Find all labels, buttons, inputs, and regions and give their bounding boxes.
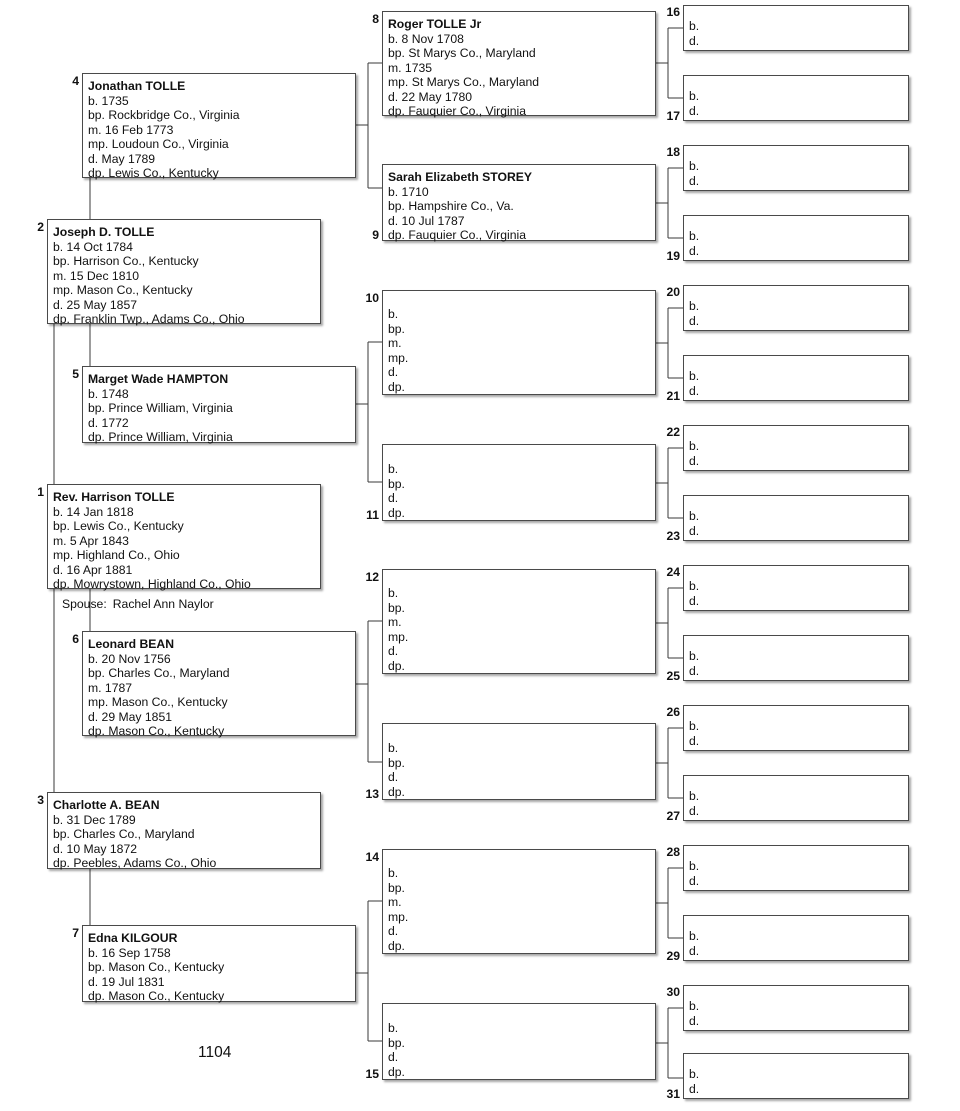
person-number-9: 9 [372, 228, 379, 242]
person-box-4 [82, 73, 356, 178]
person-fact: m. 16 Feb 1773 [88, 122, 174, 137]
person-number-16: 16 [666, 5, 680, 19]
person-box-17 [683, 75, 909, 121]
person-number-6: 6 [72, 632, 79, 646]
person-fact: b. 1710 [388, 184, 429, 199]
person-box-11 [382, 444, 656, 521]
person-details-12 [383, 586, 655, 673]
person-fact: d. [388, 924, 399, 938]
person-fact: bp. [388, 600, 405, 615]
person-name: Roger TOLLE Jr [388, 17, 482, 31]
person-fact: b. [689, 929, 700, 943]
person-name: Jonathan TOLLE [88, 79, 186, 93]
person-fact: bp. St Marys Co., Maryland [388, 46, 536, 60]
person-box-24 [683, 565, 909, 611]
person-fact: dp. Fauquier Co., Virginia [388, 104, 526, 118]
person-fact: d. [689, 943, 700, 958]
person-fact: b. [388, 586, 399, 600]
person-number-25: 25 [666, 669, 680, 683]
person-box-13 [382, 723, 656, 800]
person-fact: b. [689, 859, 700, 873]
person-details-29 [684, 929, 908, 960]
person-number-29: 29 [666, 949, 680, 963]
person-number-12: 12 [365, 570, 379, 584]
person-fact: d. [689, 103, 700, 118]
person-box-26 [683, 705, 909, 751]
person-fact: d. 10 Jul 1787 [388, 213, 465, 228]
person-fact: mp. Mason Co., Kentucky [88, 695, 228, 709]
person-name: Sarah Elizabeth STOREY [388, 170, 533, 184]
person-fact: b. [388, 741, 399, 755]
person-fact: m. [388, 895, 402, 909]
person-details-24 [684, 579, 908, 610]
person-number-13: 13 [365, 787, 379, 801]
person-fact: bp. Charles Co., Maryland [88, 666, 230, 680]
person-fact: bp. [388, 880, 405, 895]
person-number-5: 5 [72, 367, 79, 381]
person-number-22: 22 [666, 425, 680, 439]
person-fact: d. 16 Apr 1881 [53, 562, 133, 577]
person-box-15 [382, 1003, 656, 1080]
person-details-22 [684, 439, 908, 470]
person-number-17: 17 [666, 109, 680, 123]
person-box-14 [382, 849, 656, 954]
person-box-29 [683, 915, 909, 961]
person-details-1 [48, 485, 320, 592]
person-fact: b. [689, 159, 700, 173]
person-details-2 [48, 220, 320, 327]
person-fact: mp. Loudoun Co., Virginia [88, 137, 229, 151]
person-fact: dp. Mason Co., Kentucky [88, 989, 225, 1003]
person-fact: mp. St Marys Co., Maryland [388, 75, 540, 89]
person-fact: b. [689, 229, 700, 243]
person-name: Edna KILGOUR [88, 931, 178, 945]
person-fact: b. [689, 369, 700, 383]
person-details-9 [383, 165, 655, 243]
person-fact: m. 5 Apr 1843 [53, 533, 129, 548]
person-fact: b. [689, 19, 700, 33]
person-box-5 [82, 366, 356, 443]
person-details-16 [684, 19, 908, 50]
person-number-2: 2 [37, 220, 44, 234]
person-number-10: 10 [365, 291, 379, 305]
person-fact: d. [689, 733, 700, 748]
person-fact: b. 1748 [88, 386, 129, 401]
person-fact: m. 1787 [88, 680, 133, 695]
person-fact: dp. [388, 1064, 405, 1079]
person-fact: bp. Prince William, Virginia [88, 401, 233, 415]
person-fact: b. 31 Dec 1789 [53, 812, 136, 827]
person-fact: d. [689, 873, 700, 888]
person-box-30 [683, 985, 909, 1031]
person-box-19 [683, 215, 909, 261]
person-fact: b. 8 Nov 1708 [388, 31, 464, 46]
person-number-3: 3 [37, 793, 44, 807]
person-details-25 [684, 649, 908, 680]
person-details-30 [684, 999, 908, 1030]
person-details-15 [383, 1021, 655, 1079]
person-fact: d. [689, 313, 700, 328]
person-fact: m. 1735 [388, 60, 433, 75]
person-fact: mp. [388, 629, 409, 644]
person-number-27: 27 [666, 809, 680, 823]
person-details-10 [383, 307, 655, 394]
person-fact: bp. Harrison Co., Kentucky [53, 254, 199, 268]
person-fact: b. [689, 1067, 700, 1081]
person-number-24: 24 [666, 565, 680, 579]
person-name: Charlotte A. BEAN [53, 798, 160, 812]
person-details-26 [684, 719, 908, 750]
person-details-28 [684, 859, 908, 890]
person-fact: bp. [388, 321, 405, 336]
person-box-22 [683, 425, 909, 471]
person-fact: mp. [388, 909, 409, 924]
person-details-18 [684, 159, 908, 190]
person-fact: bp. Rockbridge Co., Virginia [88, 108, 240, 122]
person-fact: d. 22 May 1780 [388, 89, 473, 104]
person-number-11: 11 [366, 508, 379, 522]
person-fact: d. May 1789 [88, 151, 156, 166]
person-fact: bp. Charles Co., Maryland [53, 827, 195, 841]
person-fact: dp. Lewis Co., Kentucky [88, 166, 219, 180]
person-box-9 [382, 164, 656, 241]
person-fact: b. [689, 439, 700, 453]
person-fact: b. [388, 307, 399, 321]
person-fact: d. [689, 663, 700, 678]
person-number-28: 28 [666, 845, 680, 859]
person-number-20: 20 [666, 285, 680, 299]
person-fact: mp. [388, 350, 409, 365]
person-fact: b. 20 Nov 1756 [88, 651, 171, 666]
person-box-20 [683, 285, 909, 331]
person-fact: d. [689, 803, 700, 818]
person-fact: d. [689, 453, 700, 468]
person-fact: dp. Fauquier Co., Virginia [388, 228, 526, 242]
person-box-10 [382, 290, 656, 395]
person-fact: dp. [388, 784, 405, 799]
person-fact: b. [689, 789, 700, 803]
person-fact: bp. Lewis Co., Kentucky [53, 519, 184, 533]
spouse-label: Spouse: [62, 597, 107, 611]
person-box-16 [683, 5, 909, 51]
person-fact: d. [388, 770, 399, 784]
person-fact: dp. Prince William, Virginia [88, 430, 233, 444]
person-name: Leonard BEAN [88, 637, 174, 651]
person-fact: d. [689, 593, 700, 608]
person-fact: bp. [388, 755, 405, 770]
person-fact: d. 29 May 1851 [88, 709, 173, 724]
person-box-2 [47, 219, 321, 324]
person-fact: d. [388, 365, 399, 379]
person-number-19: 19 [666, 249, 680, 263]
person-box-21 [683, 355, 909, 401]
person-number-1: 1 [37, 485, 44, 499]
person-fact: mp. Highland Co., Ohio [53, 548, 180, 562]
person-name: Rev. Harrison TOLLE [53, 490, 175, 504]
person-fact: d. [689, 243, 700, 258]
person-details-20 [684, 299, 908, 330]
person-fact: dp. [388, 938, 405, 953]
person-details-21 [684, 369, 908, 400]
person-fact: d. 19 Jul 1831 [88, 974, 165, 989]
person-fact: dp. [388, 505, 405, 520]
person-number-14: 14 [365, 850, 379, 864]
person-details-13 [383, 741, 655, 799]
person-fact: dp. Peebles, Adams Co., Ohio [53, 856, 217, 870]
person-name: Joseph D. TOLLE [53, 225, 155, 239]
person-name: Marget Wade HAMPTON [88, 372, 229, 386]
person-fact: dp. Mason Co., Kentucky [88, 724, 225, 738]
person-box-23 [683, 495, 909, 541]
page-number: 1104 [198, 1044, 232, 1061]
person-fact: m. [388, 615, 402, 629]
person-details-6 [83, 632, 355, 739]
person-fact: d. [388, 1050, 399, 1064]
person-fact: bp. Mason Co., Kentucky [88, 960, 225, 974]
person-box-6 [82, 631, 356, 736]
person-fact: b. 1735 [88, 93, 129, 108]
spouse-name: Rachel Ann Naylor [112, 597, 214, 611]
person-fact: b. 14 Oct 1784 [53, 239, 133, 254]
person-box-28 [683, 845, 909, 891]
person-fact: m. [388, 336, 402, 350]
person-number-4: 4 [72, 74, 79, 88]
person-fact: d. 1772 [88, 415, 129, 430]
person-details-5 [83, 367, 355, 445]
person-details-3 [48, 793, 320, 871]
person-fact: d. 25 May 1857 [53, 297, 138, 312]
person-fact: b. [388, 866, 399, 880]
person-number-18: 18 [666, 145, 680, 159]
person-number-15: 15 [365, 1067, 379, 1081]
person-number-23: 23 [666, 529, 680, 543]
person-number-31: 31 [666, 1087, 680, 1101]
person-box-7 [82, 925, 356, 1002]
person-fact: d. [689, 173, 700, 188]
person-fact: b. [689, 299, 700, 313]
person-fact: b. [689, 579, 700, 593]
person-number-7: 7 [72, 926, 79, 940]
person-fact: b. [689, 649, 700, 663]
person-fact: b. [689, 999, 700, 1013]
person-box-31 [683, 1053, 909, 1099]
person-box-27 [683, 775, 909, 821]
person-fact: b. [689, 89, 700, 103]
spouse-line [62, 597, 214, 611]
person-details-31 [684, 1067, 908, 1098]
person-fact: bp. [388, 1035, 405, 1050]
person-details-17 [684, 89, 908, 120]
person-fact: dp. Franklin Twp., Adams Co., Ohio [53, 312, 245, 326]
person-details-19 [684, 229, 908, 260]
person-fact: mp. Mason Co., Kentucky [53, 283, 193, 297]
person-fact: bp. Hampshire Co., Va. [388, 199, 514, 213]
person-details-8 [383, 12, 655, 119]
person-number-21: 21 [666, 389, 680, 403]
person-fact: d. [689, 33, 700, 48]
person-details-23 [684, 509, 908, 540]
person-fact: m. 15 Dec 1810 [53, 268, 140, 283]
person-details-14 [383, 866, 655, 953]
person-details-7 [83, 926, 355, 1004]
person-details-27 [684, 789, 908, 820]
person-fact: d. [388, 644, 399, 658]
person-number-26: 26 [666, 705, 680, 719]
person-fact: d. 10 May 1872 [53, 841, 138, 856]
person-fact: b. [388, 462, 399, 476]
person-box-1 [47, 484, 321, 589]
person-box-12 [382, 569, 656, 674]
person-number-8: 8 [372, 12, 379, 26]
person-fact: b. 16 Sep 1758 [88, 945, 171, 960]
person-fact: bp. [388, 476, 405, 491]
person-fact: dp. Mowrystown, Highland Co., Ohio [53, 577, 251, 591]
person-box-8 [382, 11, 656, 116]
person-details-4 [83, 74, 355, 181]
person-fact: b. 14 Jan 1818 [53, 504, 134, 519]
person-details-11 [383, 462, 655, 520]
person-number-30: 30 [666, 985, 680, 999]
person-fact: d. [689, 1081, 700, 1096]
person-box-3 [47, 792, 321, 869]
person-fact: b. [388, 1021, 399, 1035]
person-fact: b. [689, 719, 700, 733]
person-fact: dp. [388, 658, 405, 673]
person-fact: b. [689, 509, 700, 523]
person-fact: d. [689, 1013, 700, 1028]
person-fact: d. [388, 491, 399, 505]
person-fact: dp. [388, 379, 405, 394]
person-box-25 [683, 635, 909, 681]
person-fact: d. [689, 523, 700, 538]
person-fact: d. [689, 383, 700, 398]
person-box-18 [683, 145, 909, 191]
